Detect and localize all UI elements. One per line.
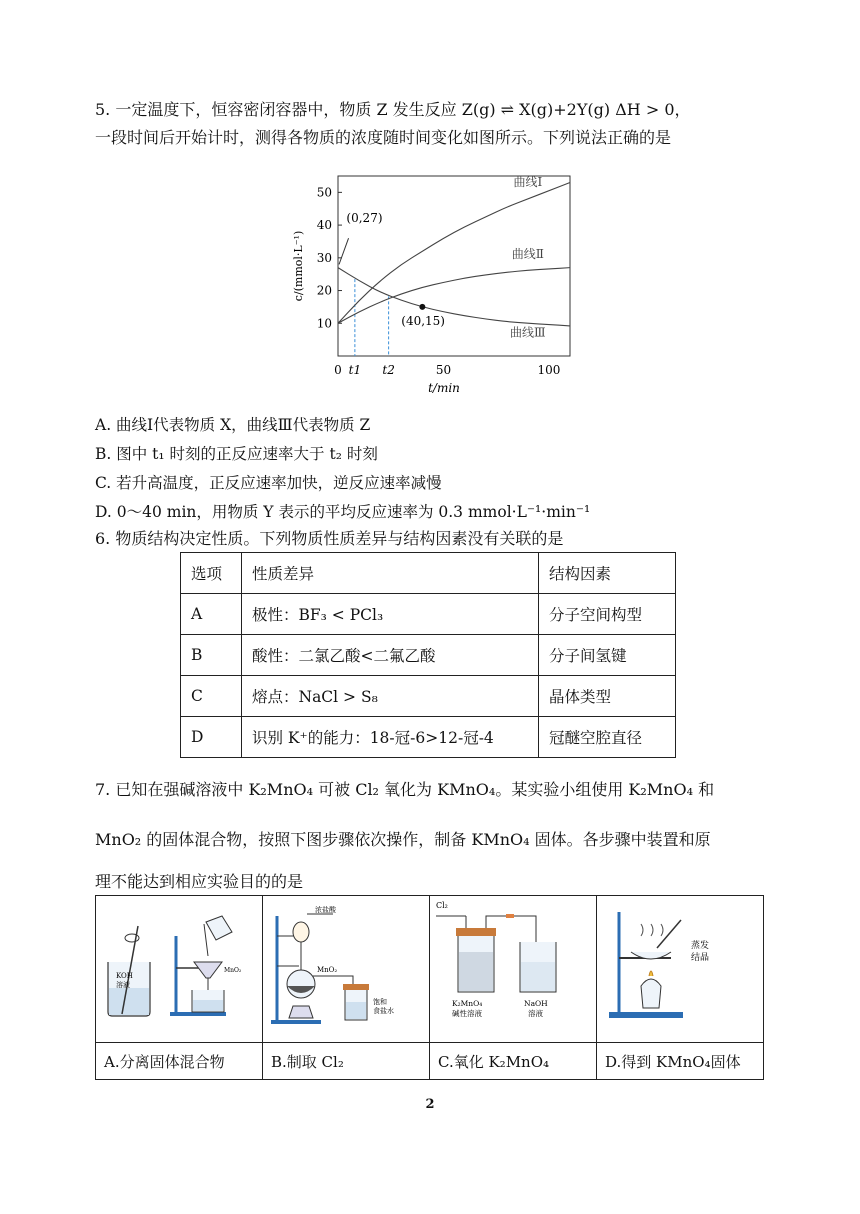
table-row	[181, 676, 676, 717]
q7-stem-line3: 理不能达到相应实验目的的是	[95, 872, 304, 891]
q5-option-c: C. 若升高温度，正反应速率加快，逆反应速率减慢	[95, 474, 442, 492]
table-row	[181, 635, 676, 676]
series-label: 曲线Ⅰ	[513, 174, 543, 189]
q7-stem-line2: MnO₂ 的固体混合物，按照下图步骤依次操作，制备 KMnO₄ 固体。各步骤中装置和原	[95, 830, 711, 849]
x-tick-label: t1	[348, 363, 362, 377]
q5-option-d: D. 0～40 min，用物质 Y 表示的平均反应速率为 0.3 mmol·L⁻¹·min⁻¹	[95, 503, 591, 521]
series-line-3	[338, 268, 570, 326]
label: 浓盐酸	[315, 906, 336, 914]
y-tick-label: 10	[316, 316, 332, 331]
apparatus-a-cell	[96, 896, 263, 1043]
annotation-arrow	[339, 238, 348, 264]
cell: C	[181, 676, 242, 717]
label: MnO₂	[224, 967, 242, 974]
table-header-row	[181, 553, 676, 594]
series-label: 曲线Ⅱ	[511, 246, 544, 261]
y-tick-label: 30	[316, 250, 332, 265]
cell: 晶体类型	[539, 676, 676, 717]
cell: D	[181, 717, 242, 758]
label: KOH	[116, 972, 133, 980]
q5-stem-line1: 5. 一定温度下，恒容密闭容器中，物质 Z 发生反应 Z(g) ⇌ X(g)+2Y(g) ΔH > 0，	[95, 100, 691, 119]
x-tick-label: 50	[435, 363, 452, 377]
cell: 极性：BF₃ < PCl₃	[242, 594, 539, 635]
q5-option-b: B. 图中 t₁ 时刻的正反应速率大于 t₂ 时刻	[95, 445, 378, 463]
apparatus-d-cell	[597, 896, 764, 1043]
filtration-apparatus-image	[96, 896, 262, 1038]
label: 结晶	[691, 953, 710, 963]
cell: 冠醚空腔直径	[539, 717, 676, 758]
label: Cl₂	[436, 901, 448, 910]
table-row	[181, 717, 676, 758]
label: 食盐水	[373, 1007, 394, 1015]
annotation-label: (40,15)	[401, 313, 445, 328]
header-structure: 结构因素	[539, 553, 676, 594]
label: 饱和	[373, 998, 387, 1006]
cell: 酸性：二氯乙酸<二氟乙酸	[242, 635, 539, 676]
caption-b: B.制取 Cl₂	[263, 1043, 430, 1080]
label: MnO₂	[317, 966, 338, 974]
cell: B	[181, 635, 242, 676]
cell: 分子空间构型	[539, 594, 676, 635]
x-tick-label: 0	[334, 363, 342, 377]
y-tick-label: 20	[316, 283, 332, 298]
q5-stem-line2: 一段时间后开始计时，测得各物质的浓度随时间变化如图所示。下列说法正确的是	[95, 128, 672, 147]
cell: 分子间氢键	[539, 635, 676, 676]
page-number: 2	[425, 1097, 435, 1112]
q6-table	[180, 552, 676, 758]
q5-option-a: A. 曲线Ⅰ代表物质 X，曲线Ⅲ代表物质 Z	[95, 416, 371, 434]
concentration-time-chart	[280, 168, 580, 398]
label: NaOH	[524, 999, 548, 1008]
series-line-2	[338, 268, 570, 324]
label: K₂MnO₄	[452, 999, 483, 1008]
header-property: 性质差异	[242, 553, 539, 594]
y-axis-label: c/(mmol·L⁻¹)	[292, 230, 305, 302]
caption-a: A.分离固体混合物	[96, 1043, 263, 1080]
label: 碱性溶液	[452, 1009, 482, 1018]
oxidation-apparatus-image	[430, 896, 596, 1038]
chlorine-generator-image	[263, 896, 429, 1038]
cell: 熔点：NaCl > S₈	[242, 676, 539, 717]
q7-apparatus-table	[95, 895, 764, 1080]
label: 蒸发	[691, 941, 710, 951]
evaporation-apparatus-image	[597, 896, 763, 1038]
header-option: 选项	[181, 553, 242, 594]
label: 溶液	[116, 981, 130, 989]
q6-stem: 6. 物质结构决定性质。下列物质性质差异与结构因素没有关联的是	[95, 529, 564, 548]
cell: A	[181, 594, 242, 635]
x-tick-label: 100	[537, 363, 561, 377]
y-tick-label: 50	[316, 185, 332, 200]
apparatus-c-cell	[430, 896, 597, 1043]
x-tick-label: t2	[382, 363, 395, 377]
apparatus-b-cell	[263, 896, 430, 1043]
caption-d: D.得到 KMnO₄固体	[597, 1043, 764, 1080]
q7-stem-line1: 7. 已知在强碱溶液中 K₂MnO₄ 可被 Cl₂ 氧化为 KMnO₄。某实验小组使用 K₂MnO₄ 和	[95, 780, 715, 799]
annotation-label: (0,27)	[346, 210, 383, 225]
annotation-point	[419, 304, 425, 310]
y-tick-label: 40	[316, 218, 332, 233]
series-label: 曲线Ⅲ	[510, 325, 546, 340]
table-row	[181, 594, 676, 635]
label: 溶液	[528, 1009, 543, 1018]
caption-c: C.氧化 K₂MnO₄	[430, 1043, 597, 1080]
x-axis-label: t/min	[428, 381, 460, 395]
cell: 识别 K⁺的能力：18-冠-6>12-冠-4	[242, 717, 539, 758]
